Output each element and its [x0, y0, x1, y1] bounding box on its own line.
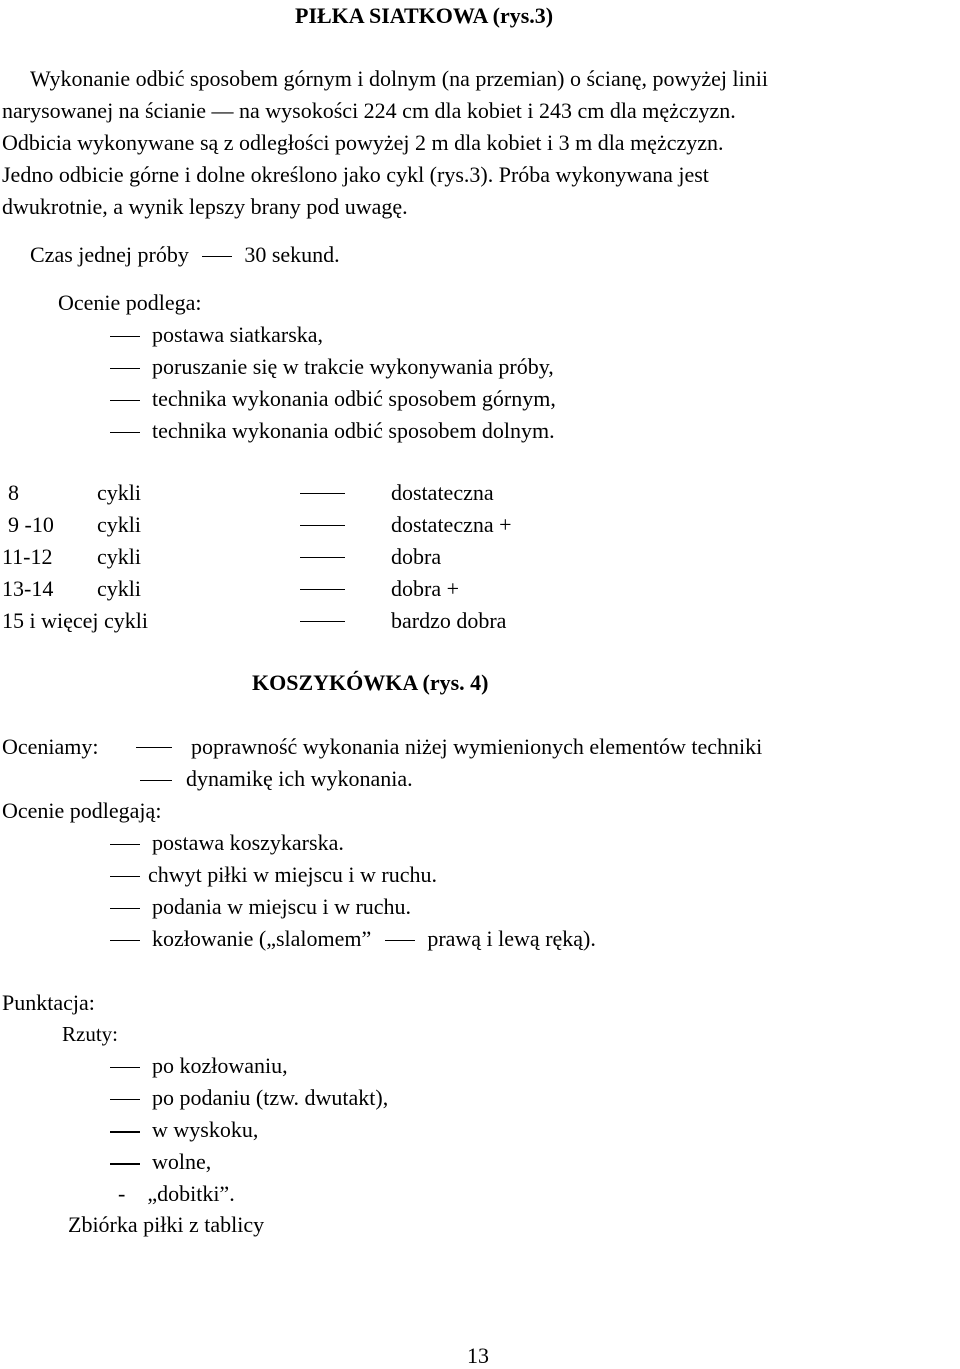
hyphen-bullet: -	[118, 1181, 126, 1206]
grade-unit: cykli	[97, 512, 141, 537]
grade-unit: cykli	[97, 480, 141, 505]
dash-bullet	[110, 940, 140, 941]
assess-heading: Ocenie podlega:	[58, 290, 202, 315]
dash-bullet	[110, 432, 140, 433]
dash-bullet	[110, 400, 140, 401]
grade-label: dobra +	[391, 576, 459, 601]
list-item: poruszanie się w trakcie wykonywania próby,	[110, 354, 554, 380]
grade-label: dobra	[391, 544, 442, 569]
trial-time-label: Czas jednej próby	[30, 242, 189, 267]
grade-label: dostateczna	[391, 480, 494, 505]
dash-bullet	[110, 1131, 140, 1133]
list-item: podania w miejscu i w ruchu.	[110, 894, 411, 920]
list-item: wolne,	[110, 1149, 211, 1175]
scoring-heading: Punktacja:	[2, 990, 95, 1015]
dash-separator	[300, 589, 345, 590]
grade-label: dostateczna +	[391, 512, 512, 537]
grade-unit: cykli	[97, 576, 141, 601]
dash-bullet	[110, 1163, 140, 1165]
rebounds-line: Zbiórka piłki z tablicy	[68, 1212, 265, 1237]
evaluate-item: poprawność wykonania niżej wymienionych elementów techniki	[191, 734, 763, 759]
list-item: po kozłowaniu,	[110, 1053, 288, 1079]
grade-range: 9 -10	[8, 512, 54, 537]
grade-range: 13-14	[2, 576, 54, 601]
section-title-basketball: KOSZYKÓWKA (rys. 4)	[252, 670, 489, 695]
dash-bullet	[110, 368, 140, 369]
dash-separator	[300, 557, 345, 558]
dash-bullet	[110, 1067, 140, 1068]
paragraph-line: Jedno odbicie górne i dolne określono jako cykl (rys.3). Próba wykonywana jest	[2, 162, 709, 187]
grade-range: 11-12	[2, 544, 53, 569]
list-item: postawa siatkarska,	[110, 322, 323, 348]
throws-label: Rzuty:	[62, 1022, 118, 1046]
dash-separator	[202, 256, 232, 257]
trial-time-value: 30 sekund.	[244, 242, 340, 267]
list-item: technika wykonania odbić sposobem dolnym.	[110, 418, 555, 444]
paragraph-line: Odbicia wykonywane są z odległości powyżej 2 m dla kobiet i 3 m dla mężczyzn.	[2, 130, 724, 155]
list-item: postawa koszykarska.	[110, 830, 344, 856]
dash-bullet	[140, 780, 172, 781]
grade-unit: cykli	[97, 544, 141, 569]
dash-bullet	[110, 844, 140, 845]
dash-separator	[300, 621, 345, 622]
evaluate-item: dynamikę ich wykonania.	[140, 766, 413, 792]
dash-separator	[300, 493, 345, 494]
dash-separator	[385, 940, 415, 941]
dash-bullet	[110, 876, 140, 877]
paragraph-line: Wykonanie odbić sposobem górnym i dolnym (na przemian) o ścianę, powyżej linii	[30, 66, 768, 91]
dash-bullet	[110, 1099, 140, 1100]
paragraph-line: dwukrotnie, a wynik lepszy brany pod uwagę.	[2, 194, 408, 219]
paragraph-line: narysowanej na ścianie — na wysokości 224 cm dla kobiet i 243 cm dla mężczyzn.	[2, 98, 736, 123]
dash-bullet	[110, 336, 140, 337]
assess-heading: Ocenie podlegają:	[2, 798, 162, 823]
section-title-volleyball: PIŁKA SIATKOWA (rys.3)	[295, 3, 554, 28]
dash-separator	[136, 747, 172, 748]
trial-time	[30, 242, 340, 268]
list-item: chwyt piłki w miejscu i w ruchu.	[110, 862, 437, 888]
list-item: - „dobitki”.	[118, 1181, 235, 1206]
grade-range: 15 i więcej cykli	[2, 608, 149, 633]
grade-range: 8	[8, 480, 19, 505]
list-item: kozłowanie („slalomem” prawą i lewą ręką).	[110, 926, 596, 952]
list-item: technika wykonania odbić sposobem górnym,	[110, 386, 556, 412]
dash-separator	[300, 525, 345, 526]
list-item: po podaniu (tzw. dwutakt),	[110, 1085, 388, 1111]
evaluate-label: Oceniamy:	[2, 734, 99, 759]
list-item: w wyskoku,	[110, 1117, 258, 1143]
page-number: 13	[467, 1343, 489, 1368]
dash-bullet	[110, 908, 140, 909]
grade-label: bardzo dobra	[391, 608, 507, 633]
